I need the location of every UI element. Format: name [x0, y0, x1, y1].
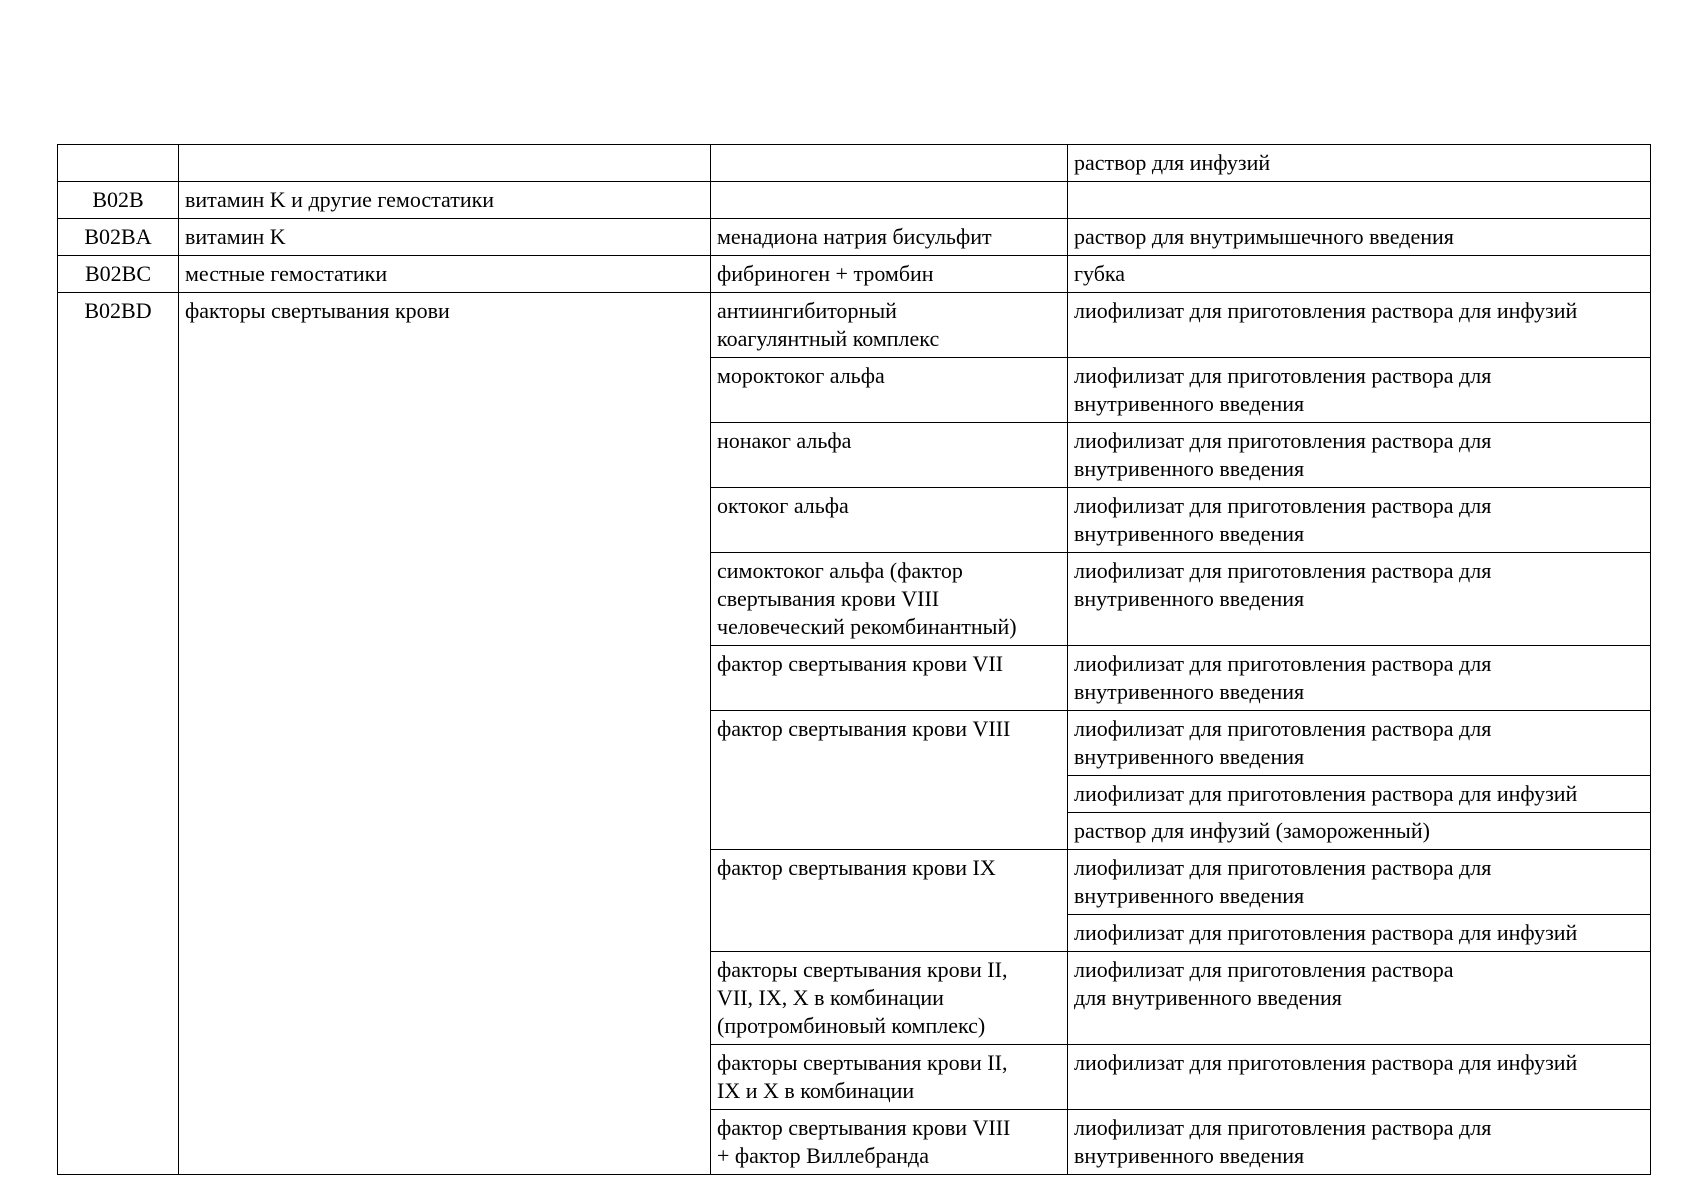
cell-text-line: лиофилизат для приготовления раствора для инфузий: [1074, 1050, 1578, 1075]
dosage-form-cell: [1068, 145, 1651, 182]
cell-text-line: лиофилизат для приготовления раствора для: [1074, 363, 1492, 388]
drug-name-cell: [711, 293, 1068, 358]
cell-text-line: VII, IX, X в комбинации: [717, 985, 944, 1010]
table-row: [58, 293, 1651, 358]
dosage-form-cell: [1068, 553, 1651, 646]
cell-text: B02BD: [84, 298, 152, 323]
cell-text-line: + фактор Виллебранда: [717, 1143, 930, 1168]
atc-code-cell: [58, 182, 179, 219]
cell-text-line: фактор свертывания крови VIII: [717, 716, 1011, 741]
cell-text-line: внутривенного введения: [1074, 521, 1305, 546]
dosage-form-cell: [1068, 776, 1651, 813]
drug-name-cell: [711, 952, 1068, 1045]
atc-code-cell: [58, 293, 179, 1175]
cell-text-line: лиофилизат для приготовления раствора для: [1074, 558, 1492, 583]
cell-text-line: лиофилизат для приготовления раствора для инфузий: [1074, 920, 1578, 945]
cell-text-line: IX и X в комбинации: [717, 1078, 915, 1103]
cell-text: B02BC: [84, 261, 152, 286]
dosage-form-cell: [1068, 711, 1651, 776]
dosage-form-cell: [1068, 488, 1651, 553]
dosage-form-cell: [1068, 813, 1651, 850]
cell-text-line: коагулянтный комплекс: [717, 326, 940, 351]
cell-text-line: фактор свертывания крови VIII: [717, 1115, 1011, 1140]
cell-text-line: внутривенного введения: [1074, 391, 1305, 416]
dosage-form-cell: [1068, 952, 1651, 1045]
cell-text-line: (протромбиновый комплекс): [717, 1013, 986, 1038]
cell-text-line: лиофилизат для приготовления раствора: [1074, 957, 1454, 982]
cell-text-line: внутривенного введения: [1074, 883, 1305, 908]
drug-name-cell: [711, 1110, 1068, 1175]
dosage-form-cell: [1068, 1045, 1651, 1110]
drug-table: [57, 144, 1651, 1175]
cell-text-line: нонаког альфа: [717, 428, 852, 453]
cell-text-line: октоког альфа: [717, 493, 849, 518]
cell-text-line: фибриноген + тромбин: [717, 261, 934, 286]
dosage-form-cell: [1068, 219, 1651, 256]
cell-text-line: лиофилизат для приготовления раствора для: [1074, 651, 1492, 676]
cell-text: B02BA: [84, 224, 152, 249]
cell-text-line: лиофилизат для приготовления раствора для инфузий: [1074, 781, 1578, 806]
table-row: [58, 219, 1651, 256]
drug-table-body: [58, 145, 1651, 1175]
cell-text-line: для внутривенного введения: [1074, 985, 1342, 1010]
dosage-form-cell: [1068, 256, 1651, 293]
dosage-form-cell: [1068, 358, 1651, 423]
cell-text-line: лиофилизат для приготовления раствора для: [1074, 1115, 1492, 1140]
drug-name-cell: [711, 358, 1068, 423]
cell-text-line: факторы свертывания крови: [185, 298, 450, 323]
dosage-form-cell: [1068, 182, 1651, 219]
cell-text-line: раствор для внутримышечного введения: [1074, 224, 1454, 249]
cell-text-line: антиингибиторный: [717, 298, 897, 323]
cell-text-line: мороктоког альфа: [717, 363, 885, 388]
cell-text-line: витамин K и другие гемостатики: [185, 187, 495, 212]
table-row: [58, 182, 1651, 219]
cell-text-line: лиофилизат для приготовления раствора для инфузий: [1074, 298, 1578, 323]
cell-text-line: лиофилизат для приготовления раствора для: [1074, 716, 1492, 741]
atc-code-cell: [58, 145, 179, 182]
group-name-cell: [179, 293, 711, 1175]
dosage-form-cell: [1068, 646, 1651, 711]
drug-name-cell: [711, 646, 1068, 711]
cell-text-line: свертывания крови VIII: [717, 586, 940, 611]
dosage-form-cell: [1068, 1110, 1651, 1175]
table-row: [58, 145, 1651, 182]
cell-text-line: человеческий рекомбинантный): [717, 614, 1017, 639]
cell-text-line: лиофилизат для приготовления раствора для: [1074, 493, 1492, 518]
drug-name-cell: [711, 219, 1068, 256]
dosage-form-cell: [1068, 293, 1651, 358]
cell-text-line: факторы свертывания крови II,: [717, 957, 1008, 982]
cell-text-line: фактор свертывания крови IX: [717, 855, 996, 880]
group-name-cell: [179, 145, 711, 182]
cell-text-line: губка: [1074, 261, 1126, 286]
cell-text-line: лиофилизат для приготовления раствора для: [1074, 855, 1492, 880]
drug-name-cell: [711, 145, 1068, 182]
atc-code-cell: [58, 256, 179, 293]
cell-text-line: раствор для инфузий: [1074, 150, 1271, 175]
cell-text-line: внутривенного введения: [1074, 586, 1305, 611]
drug-name-cell: [711, 182, 1068, 219]
cell-text-line: фактор свертывания крови VII: [717, 651, 1004, 676]
group-name-cell: [179, 256, 711, 293]
dosage-form-cell: [1068, 850, 1651, 915]
cell-text-line: внутривенного введения: [1074, 1143, 1305, 1168]
dosage-form-cell: [1068, 423, 1651, 488]
cell-text-line: симоктоког альфа (фактор: [717, 558, 963, 583]
cell-text: B02B: [92, 187, 144, 212]
drug-name-cell: [711, 423, 1068, 488]
group-name-cell: [179, 219, 711, 256]
drug-name-cell: [711, 488, 1068, 553]
table-row: [58, 256, 1651, 293]
cell-text-line: раствор для инфузий (замороженный): [1074, 818, 1430, 843]
group-name-cell: [179, 182, 711, 219]
drug-name-cell: [711, 256, 1068, 293]
drug-name-cell: [711, 553, 1068, 646]
cell-text-line: витамин K: [185, 224, 286, 249]
drug-name-cell: [711, 850, 1068, 952]
cell-text-line: внутривенного введения: [1074, 679, 1305, 704]
cell-text-line: лиофилизат для приготовления раствора для: [1074, 428, 1492, 453]
atc-code-cell: [58, 219, 179, 256]
cell-text-line: местные гемостатики: [185, 261, 388, 286]
drug-name-cell: [711, 1045, 1068, 1110]
cell-text-line: менадиона натрия бисульфит: [717, 224, 992, 249]
cell-text-line: факторы свертывания крови II,: [717, 1050, 1008, 1075]
cell-text-line: внутривенного введения: [1074, 456, 1305, 481]
drug-name-cell: [711, 711, 1068, 850]
cell-text-line: внутривенного введения: [1074, 744, 1305, 769]
dosage-form-cell: [1068, 915, 1651, 952]
